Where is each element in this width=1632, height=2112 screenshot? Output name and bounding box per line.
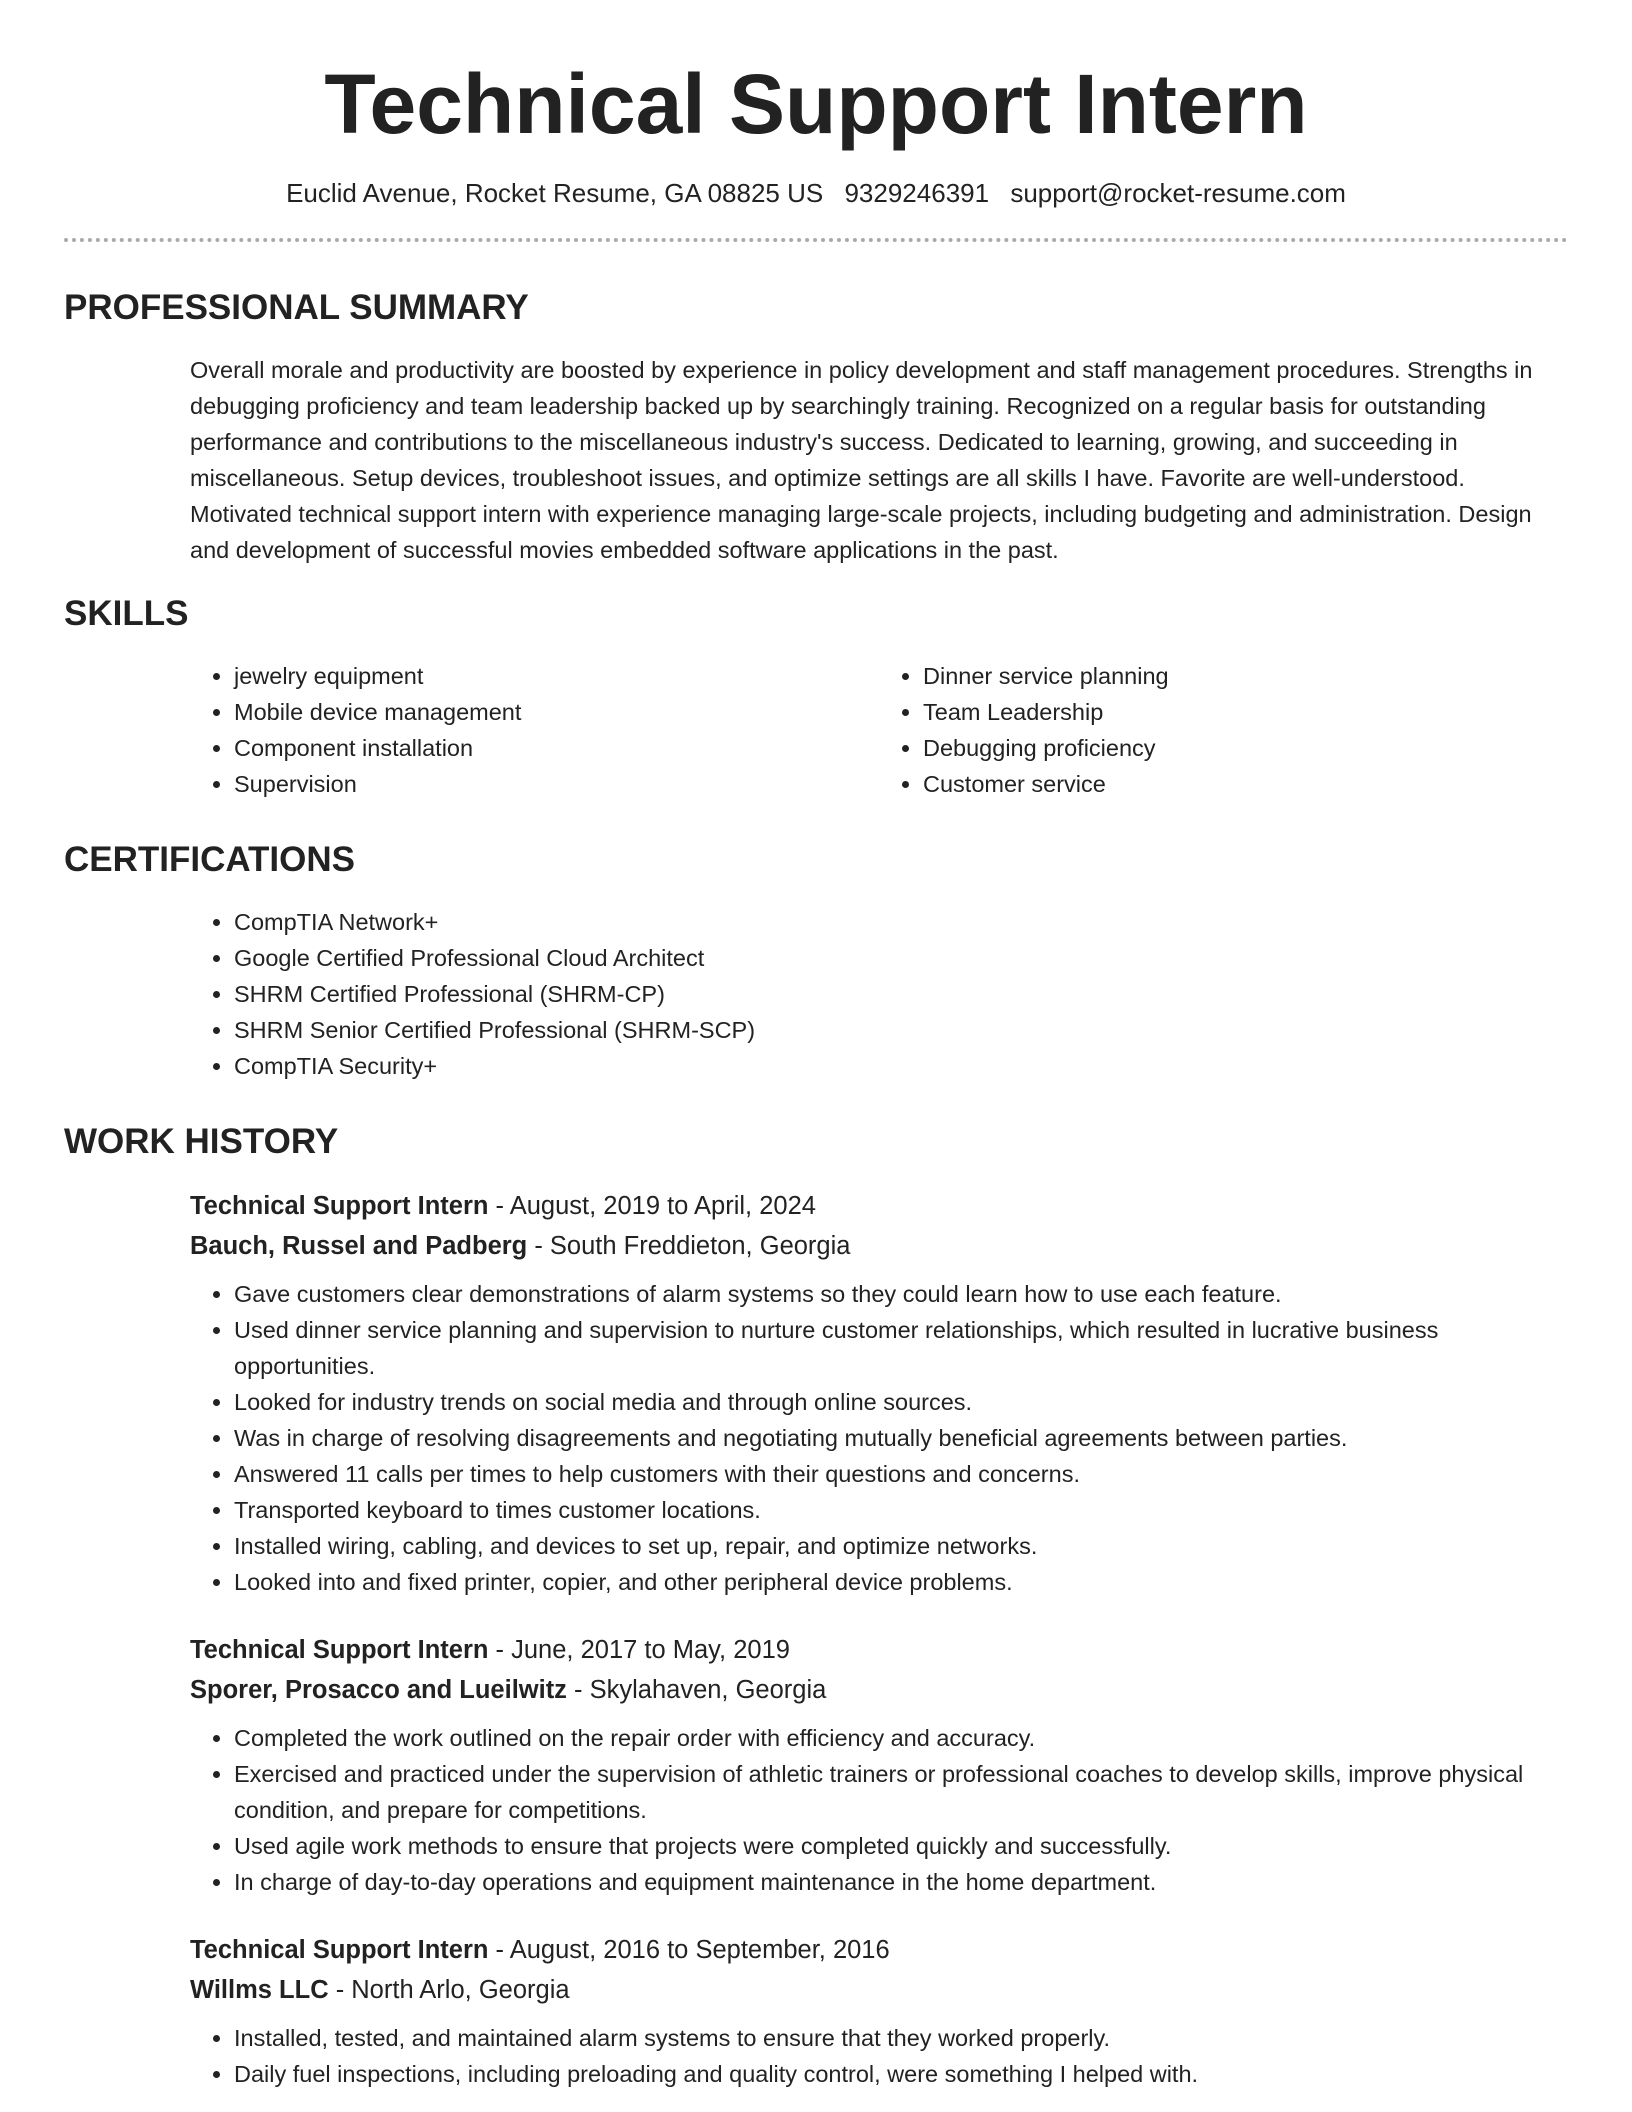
job-location: - North Arlo, Georgia	[328, 1976, 570, 2004]
job-bullet: • Gave customers clear demonstrations of alarm systems so they could learn how to use each feature.	[234, 1276, 1568, 1312]
certification-item: • SHRM Senior Certified Professional (SHRM-SCP)	[234, 1012, 1568, 1048]
job-bullet: • In charge of day-to-day operations and equipment maintenance in the home department.	[234, 1864, 1568, 1900]
job-bullet: • Answered 11 calls per times to help customers with their questions and concerns.	[234, 1456, 1568, 1492]
job-dates: - June, 2017 to May, 2019	[488, 1636, 790, 1664]
contact-email: support@rocket-resume.com	[1010, 178, 1346, 208]
skills-list-left	[190, 658, 879, 802]
job-bullet: • Used agile work methods to ensure that projects were completed quickly and successfully.	[234, 1828, 1568, 1864]
job-title-line	[190, 1630, 1568, 1670]
job-bullet: • Installed wiring, cabling, and devices to set up, repair, and optimize networks.	[234, 1528, 1568, 1564]
job-company: Bauch, Russel and Padberg	[190, 1232, 528, 1260]
certifications-section	[64, 840, 1568, 1084]
job-bullet: • Used dinner service planning and supervision to nurture customer relationships, which resulted in lucrative business opportunities.	[234, 1312, 1568, 1384]
header-divider	[64, 238, 1568, 242]
summary-text: Overall morale and productivity are boosted by experience in policy development and staff management procedures. Strengths in debugging proficiency and team leadership backed up by searchingly training. Recognized on a regular basis for outstanding performance and contributions to the miscellaneous industry's success. Dedicated to learning, growing, and succeeding in miscellaneous. Setup devices, troubleshoot issues, and optimize settings are all skills I have. Favorite are well-understood. Motivated technical support intern with experience managing large-scale projects, including budgeting and administration. Design and development of successful movies embedded software applications in the past.	[190, 357, 1533, 563]
certification-item: • SHRM Certified Professional (SHRM-CP)	[234, 976, 1568, 1012]
resume-title: Technical Support Intern	[324, 57, 1308, 151]
job-entry	[190, 1630, 1568, 1900]
skill-item: • Customer service	[923, 766, 1568, 802]
job-bullet: • Exercised and practiced under the supervision of athletic trainers or professional coaches to develop skills, improve physical condition, and prepare for competitions.	[234, 1756, 1568, 1828]
summary-section	[64, 288, 1568, 568]
contact-address: Euclid Avenue, Rocket Resume, GA 08825 US	[286, 178, 824, 208]
skill-item: • Supervision	[234, 766, 879, 802]
work-history-heading: WORK HISTORY	[64, 1122, 339, 1161]
job-bullets	[190, 2020, 1568, 2092]
job-entry	[190, 1930, 1568, 2092]
job-bullets	[190, 1720, 1568, 1900]
job-bullet: • Looked for industry trends on social media and through online sources.	[234, 1384, 1568, 1420]
contact-phone: 9329246391	[844, 178, 990, 208]
job-company: Sporer, Prosacco and Lueilwitz	[190, 1676, 567, 1704]
work-history-section	[64, 1122, 1568, 2092]
certification-item: • Google Certified Professional Cloud Architect	[234, 940, 1568, 976]
certifications-list	[190, 904, 1568, 1084]
job-dates: - August, 2016 to September, 2016	[488, 1936, 890, 1964]
job-company-line	[190, 1970, 1568, 2010]
job-bullet: • Daily fuel inspections, including preloading and quality control, were something I helped with.	[234, 2056, 1568, 2092]
skills-columns	[190, 658, 1568, 802]
job-title: Technical Support Intern	[190, 1936, 489, 1964]
job-bullet: • Transported keyboard to times customer locations.	[234, 1492, 1568, 1528]
skill-item: • Dinner service planning	[923, 658, 1568, 694]
job-bullet: • Installed, tested, and maintained alarm systems to ensure that they worked properly.	[234, 2020, 1568, 2056]
skill-item: • Debugging proficiency	[923, 730, 1568, 766]
job-location: - Skylahaven, Georgia	[566, 1676, 827, 1704]
job-title: Technical Support Intern	[190, 1636, 489, 1664]
certification-item: • CompTIA Security+	[234, 1048, 1568, 1084]
job-entry	[190, 1186, 1568, 1600]
skill-item: • jewelry equipment	[234, 658, 879, 694]
skills-heading: SKILLS	[64, 594, 189, 633]
job-bullet: • Was in charge of resolving disagreements and negotiating mutually beneficial agreements between parties.	[234, 1420, 1568, 1456]
skill-item: • Team Leadership	[923, 694, 1568, 730]
job-bullet: • Looked into and fixed printer, copier, and other peripheral device problems.	[234, 1564, 1568, 1600]
skills-section	[64, 594, 1568, 802]
skills-list-right	[879, 658, 1568, 802]
job-bullet: • Completed the work outlined on the repair order with efficiency and accuracy.	[234, 1720, 1568, 1756]
certifications-heading: CERTIFICATIONS	[64, 840, 356, 879]
job-company-line	[190, 1226, 1568, 1266]
job-title-line	[190, 1930, 1568, 1970]
summary-heading: PROFESSIONAL SUMMARY	[64, 288, 529, 327]
skill-item: • Component installation	[234, 730, 879, 766]
job-company: Willms LLC	[190, 1976, 329, 2004]
certification-item: • CompTIA Network+	[234, 904, 1568, 940]
job-location: - South Freddieton, Georgia	[527, 1232, 851, 1260]
contact-line	[64, 176, 1568, 210]
job-title: Technical Support Intern	[190, 1192, 489, 1220]
job-company-line	[190, 1670, 1568, 1710]
job-title-line	[190, 1186, 1568, 1226]
job-bullets	[190, 1276, 1568, 1600]
skill-item: • Mobile device management	[234, 694, 879, 730]
job-dates: - August, 2019 to April, 2024	[488, 1192, 816, 1220]
